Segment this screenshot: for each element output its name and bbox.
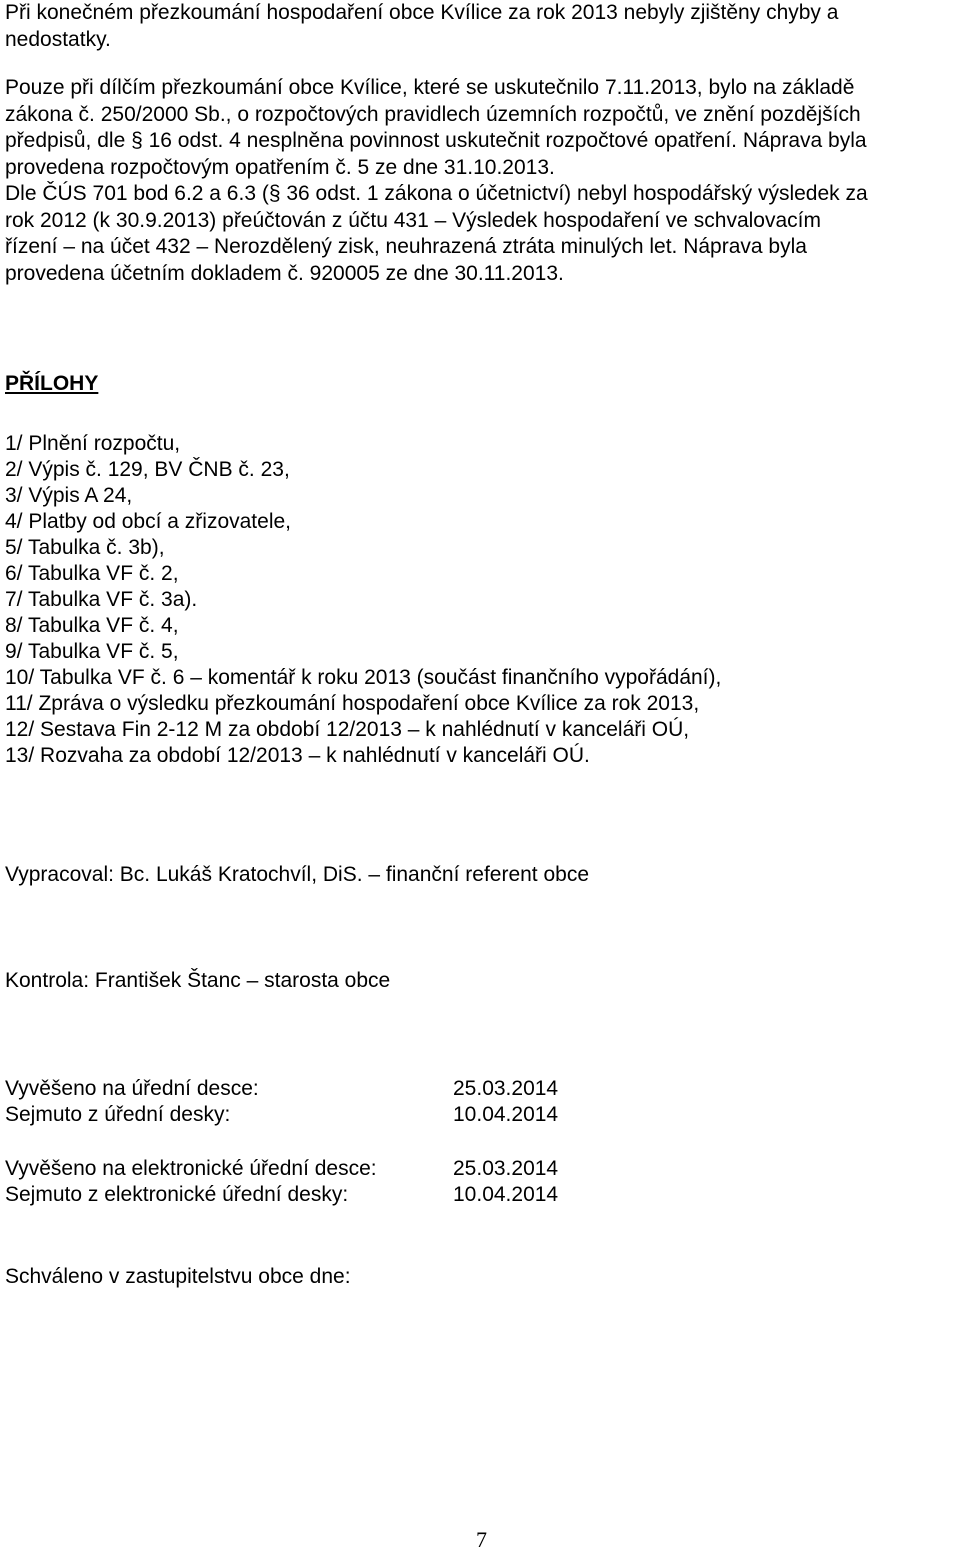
- list-item: 10/ Tabulka VF č. 6 – komentář k roku 2013 (součást finančního vypořádání),: [5, 666, 722, 689]
- list-item: 7/ Tabulka VF č. 3a).: [5, 588, 198, 611]
- e-removed-row: [5, 1182, 960, 1208]
- removed-date: 10.04.2014: [453, 1103, 559, 1126]
- removed-label: Sejmuto z úřední desky:: [5, 1103, 231, 1126]
- text-line: rok 2012 (k 30.9.2013) přeúčtován z účtu 431 – Výsledek hospodaření ve schvalovacím: [5, 208, 821, 232]
- e-posted-label: Vyvěšeno na elektronické úřední desce:: [5, 1157, 377, 1180]
- board-postings: [5, 1076, 960, 1128]
- list-item: 12/ Sestava Fin 2-12 M za období 12/2013 – k nahlédnutí v kanceláři OÚ,: [5, 718, 690, 741]
- e-posted-date: 25.03.2014: [453, 1157, 559, 1180]
- electronic-postings: [5, 1156, 960, 1208]
- list-item: 6/ Tabulka VF č. 2,: [5, 562, 179, 585]
- text-line: zákona č. 250/2000 Sb., o rozpočtových pravidlech územních rozpočtů, ve znění pozdějších: [5, 102, 861, 126]
- list-item: 1/ Plnění rozpočtu,: [5, 432, 181, 455]
- list-item: 3/ Výpis A 24,: [5, 484, 133, 507]
- list-item: 13/ Rozvaha za období 12/2013 – k nahlédnutí v kanceláři OÚ.: [5, 744, 590, 767]
- paragraph-partial-review: [5, 75, 960, 287]
- removed-row: [5, 1102, 960, 1128]
- list-item: 4/ Platby od obcí a zřizovatele,: [5, 510, 291, 533]
- list-item: 2/ Výpis č. 129, BV ČNB č. 23,: [5, 458, 290, 481]
- e-posted-row: [5, 1156, 960, 1182]
- list-item: 5/ Tabulka č. 3b),: [5, 536, 165, 559]
- e-removed-date: 10.04.2014: [453, 1183, 559, 1206]
- posted-label: Vyvěšeno na úřední desce:: [5, 1077, 259, 1100]
- posted-date: 25.03.2014: [453, 1077, 559, 1100]
- text-line: provedena účetním dokladem č. 920005 ze dne 30.11.2013.: [5, 261, 564, 285]
- list-item: 11/ Zpráva o výsledku přezkoumání hospodaření obce Kvílice za rok 2013,: [5, 692, 700, 715]
- text-line: Pouze při dílčím přezkoumání obce Kvílice, které se uskutečnilo 7.11.2013, bylo na základě: [5, 76, 855, 99]
- checked-by: Kontrola: František Štanc – starosta obce: [5, 969, 391, 992]
- attachments-heading: PŘÍLOHY: [5, 372, 99, 395]
- list-item: 9/ Tabulka VF č. 5,: [5, 640, 179, 663]
- e-removed-label: Sejmuto z elektronické úřední desky:: [5, 1183, 349, 1206]
- text-line: řízení – na účet 432 – Nerozdělený zisk, neuhrazená ztráta minulých let. Náprava byla: [5, 235, 807, 258]
- approved-line: Schváleno v zastupitelstvu obce dne:: [5, 1265, 351, 1288]
- text-line: Dle ČÚS 701 bod 6.2 a 6.3 (§ 36 odst. 1 zákona o účetnictví) nebyl hospodářský výsledek za: [5, 182, 868, 205]
- paragraph-final-review: [5, 0, 960, 53]
- text-line: Při konečném přezkoumání hospodaření obce Kvílice za rok 2013 nebyly zjištěny chyby a: [5, 1, 839, 24]
- list-item: 8/ Tabulka VF č. 4,: [5, 614, 179, 637]
- prepared-by: Vypracoval: Bc. Lukáš Kratochvíl, DiS. – finanční referent obce: [5, 863, 590, 886]
- text-line: provedena rozpočtovým opatřením č. 5 ze dne 31.10.2013.: [5, 155, 555, 179]
- text-line: nedostatky.: [5, 27, 111, 51]
- posted-row: [5, 1076, 960, 1102]
- page-number: 7: [476, 1527, 487, 1552]
- text-line: předpisů, dle § 16 odst. 4 nesplněna povinnost uskutečnit rozpočtové opatření. Náprava byla: [5, 129, 867, 152]
- attachments-list: [5, 431, 960, 769]
